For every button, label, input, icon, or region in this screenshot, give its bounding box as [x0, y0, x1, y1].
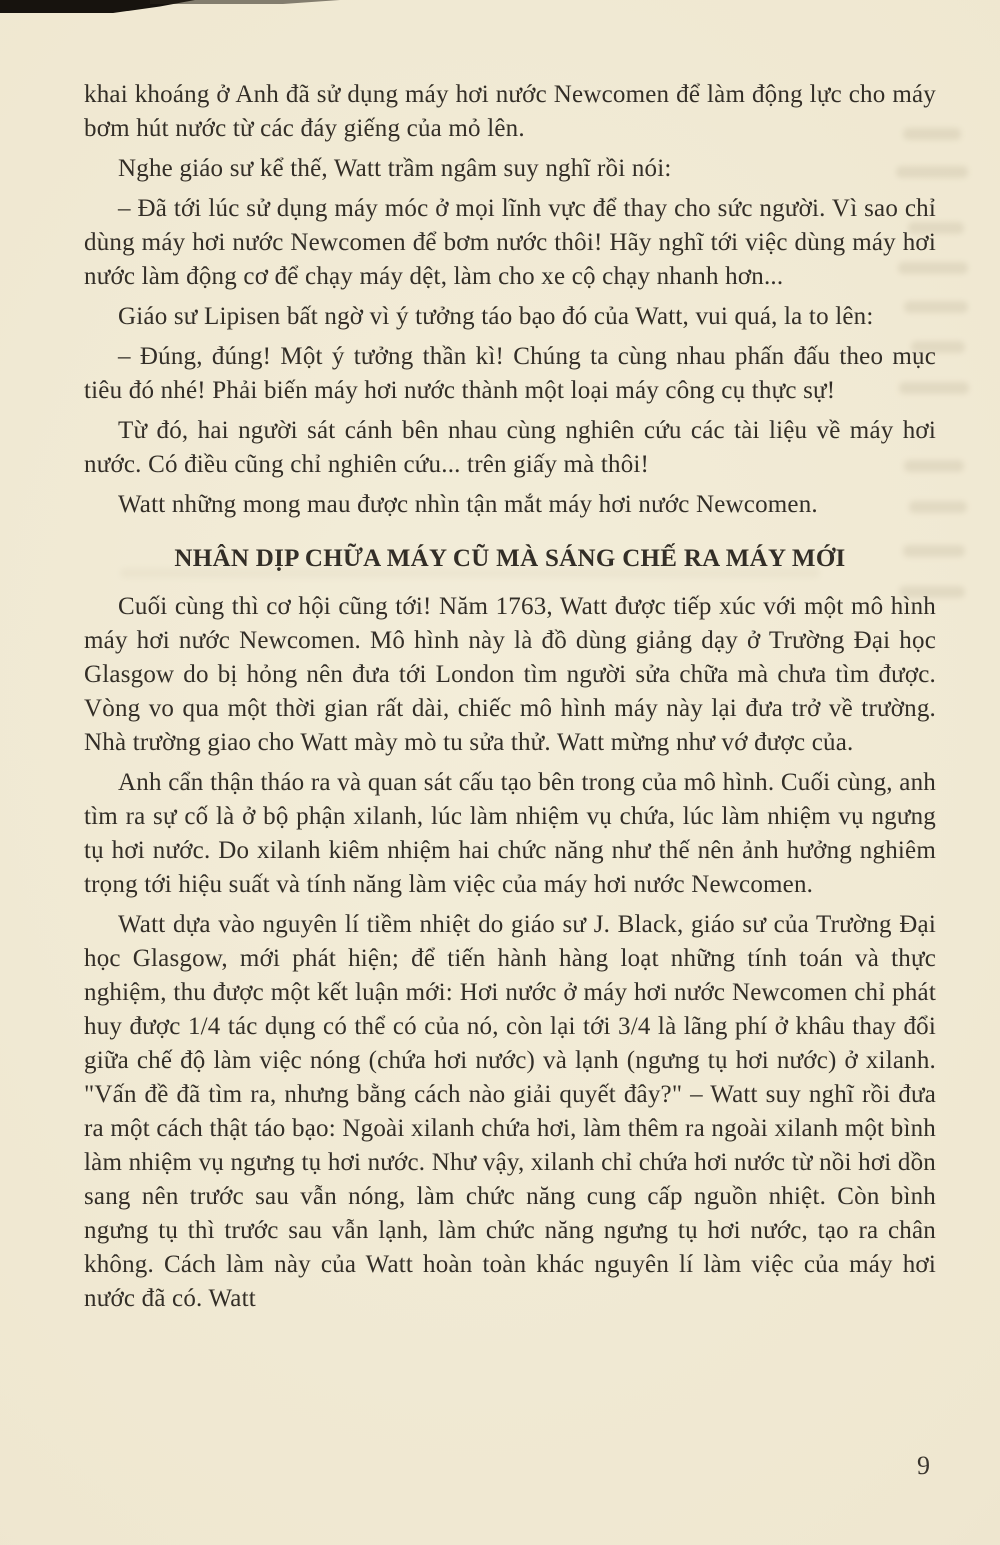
paragraph: Cuối cùng thì cơ hội cũng tới! Năm 1763, Watt được tiếp xúc với một mô hình máy hơi nước Newcomen. Mô hình này là đồ dùng giảng dạy ở Trường Đại học Glasgow do bị hỏng nên đưa tới London tìm người sửa chữa mà chưa tìm được. Vòng vo qua một thời gian rất dài, chiếc mô hình máy này lại đưa trở về trường. Nhà trường giao cho Watt mày mò tu sửa thử. Watt mừng như vớ được của. — [84, 593, 936, 756]
page-text — [84, 78, 936, 1322]
paragraph-dialogue: – Đã tới lúc sử dụng máy móc ở mọi lĩnh vực để thay cho sức người. Vì sao chỉ dùng máy hơi nước Newcomen để bơm nước thôi! Hãy nghĩ tới việc dùng máy hơi nước làm động cơ để chạy máy dệt, làm cho xe cộ chạy nhanh hơn... — [84, 195, 936, 290]
paragraph: khai khoáng ở Anh đã sử dụng máy hơi nước Newcomen để làm động lực cho máy bơm hút nước từ các đáy giếng của mỏ lên. — [84, 81, 936, 142]
paragraph-dialogue: – Đúng, đúng! Một ý tưởng thần kì! Chúng ta cùng nhau phấn đấu theo mục tiêu đó nhé! Phải biến máy hơi nước thành một loại máy công cụ thực sự! — [84, 343, 936, 404]
paragraph: Từ đó, hai người sát cánh bên nhau cùng nghiên cứu các tài liệu về máy hơi nước. Có điều cũng chỉ nghiên cứu... trên giấy mà thôi! — [84, 417, 936, 478]
paragraph: Watt dựa vào nguyên lí tiềm nhiệt do giáo sư J. Black, giáo sư của Trường Đại học Glasgow, mới phát hiện; để tiến hành hàng loạt những tính toán và thực nghiệm, thu được một kết luận mới: Hơi nước ở máy hơi nước Newcomen chỉ phát huy được 1/4 tác dụng có thể có của nó, còn lại tới 3/4 là lãng phí ở khâu thay đổi giữa chế độ làm việc nóng (chứa hơi nước) và lạnh (ngưng tụ hơi nước) ở xilanh. "Vấn đề đã tìm ra, nhưng bằng cách nào giải quyết đây?" – Watt suy nghĩ rồi đưa ra một cách thật táo bạo: Ngoài xilanh chứa hơi, làm thêm ra ngoài xilanh một bình làm nhiệm vụ ngưng tụ hơi nước. Như vậy, xilanh chỉ chứa hơi nước từ nồi hơi dồn sang nên trước sau vẫn nóng, làm chức năng cung cấp nguồn nhiệt. Còn bình ngưng tụ thì trước sau vẫn lạnh, làm chức năng ngưng tụ hơi nước, tạo ra chân không. Cách làm này của Watt hoàn toàn khác nguyên lí làm việc của máy hơi nước đã có. Watt — [84, 911, 936, 1312]
paragraph: Anh cẩn thận tháo ra và quan sát cấu tạo bên trong của mô hình. Cuối cùng, anh tìm ra sự cố là ở bộ phận xilanh, lúc làm nhiệm vụ chứa, lúc làm nhiệm vụ ngưng tụ hơi nước. Do xilanh kiêm nhiệm hai chức năng như thế nên ảnh hưởng nghiêm trọng tới hiệu suất và tính năng làm việc của máy hơi nước Newcomen. — [84, 769, 936, 898]
paragraph: Giáo sư Lipisen bất ngờ vì ý tưởng táo bạo đó của Watt, vui quá, la to lên: — [118, 303, 874, 330]
page-number: 9 — [917, 1451, 930, 1480]
scan-artifact-edge — [150, 0, 340, 4]
section-heading: NHÂN DỊP CHỮA MÁY CŨ MÀ SÁNG CHẾ RA MÁY MỚI — [174, 545, 846, 572]
paragraph: Watt những mong mau được nhìn tận mắt máy hơi nước Newcomen. — [118, 491, 818, 518]
paragraph: Nghe giáo sư kể thế, Watt trầm ngâm suy nghĩ rồi nói: — [118, 155, 672, 182]
